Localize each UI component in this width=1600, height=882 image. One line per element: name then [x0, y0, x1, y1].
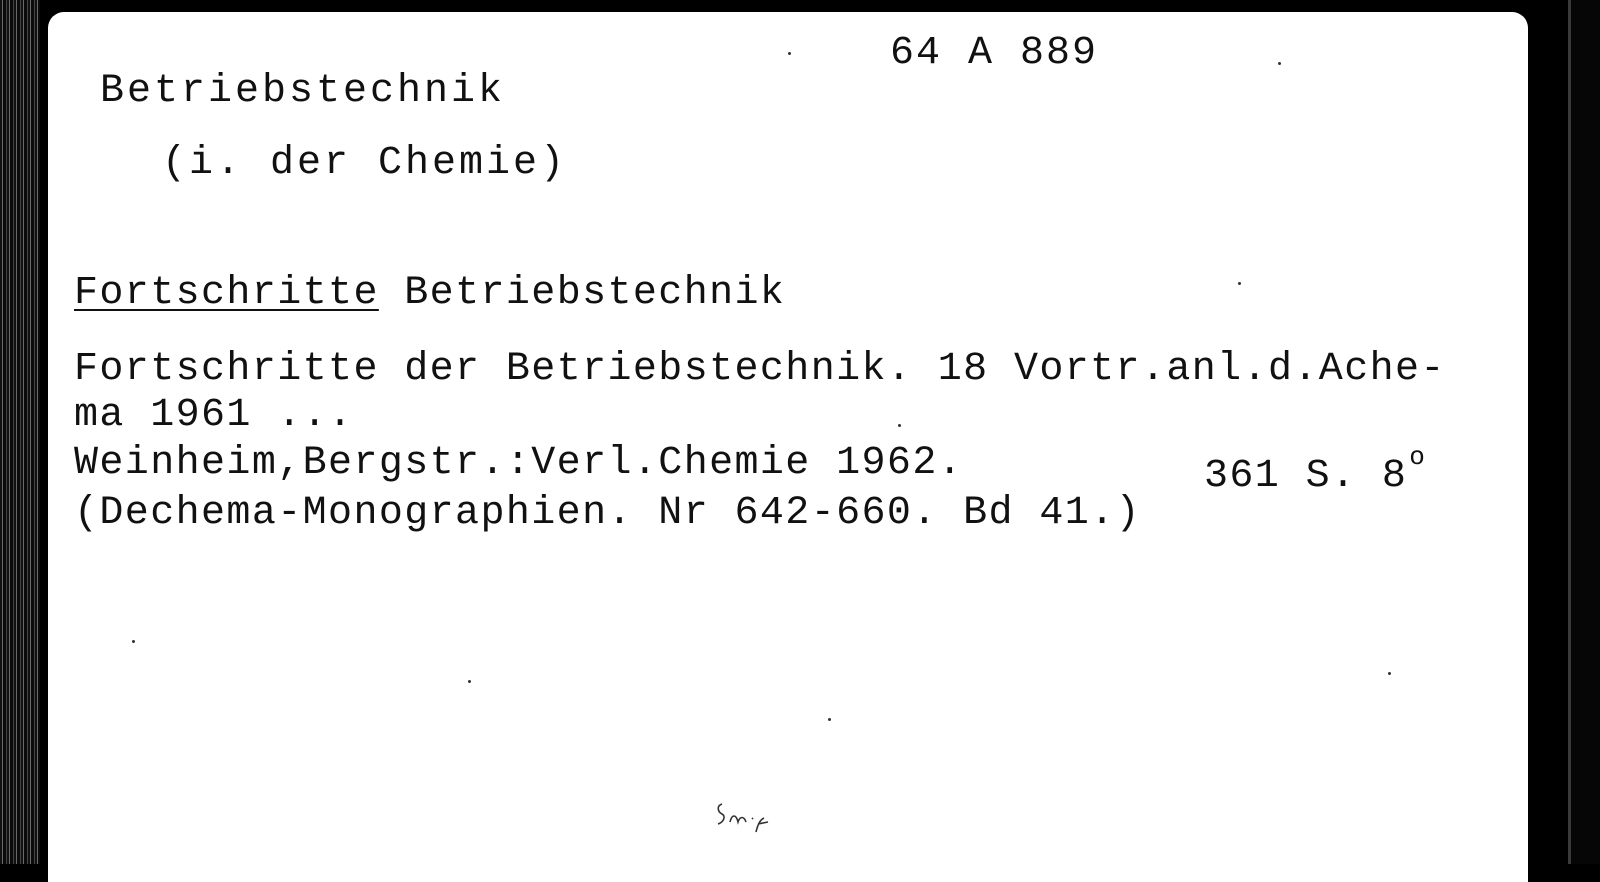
- imprint: Weinheim,Bergstr.:Verl.Chemie 1962.: [74, 441, 964, 486]
- collation: [1204, 444, 1426, 497]
- subject-heading: Betriebstechnik: [100, 69, 506, 114]
- speck: [1278, 62, 1281, 65]
- speck: [132, 640, 135, 643]
- speck: [1238, 282, 1241, 285]
- speck: [468, 680, 471, 683]
- speck: [828, 718, 831, 721]
- pages: 361 S. 8: [1204, 454, 1408, 499]
- entry-keyword: Fortschritte: [74, 271, 379, 316]
- speck: [898, 424, 901, 427]
- title-line-1: Fortschritte der Betriebstechnik. 18 Vortr.anl.d.Ache-: [74, 347, 1446, 392]
- speck: [788, 52, 791, 55]
- entry-heading: [74, 271, 786, 316]
- entry-rest: Betriebstechnik: [404, 271, 786, 316]
- format-superscript: o: [1409, 442, 1427, 472]
- title-line-2: ma 1961 ...: [74, 393, 354, 438]
- speck: [1388, 672, 1391, 675]
- scan-border-left: [0, 0, 40, 864]
- subject-subheading: (i. der Chemie): [162, 141, 568, 186]
- handwritten-initials: [660, 792, 770, 842]
- series-statement: (Dechema-Monographien. Nr 642-660. Bd 41.): [74, 491, 1141, 536]
- catalog-card: [48, 12, 1528, 882]
- call-number: 64 A 889: [890, 31, 1099, 76]
- scan-border-right: [1568, 0, 1600, 864]
